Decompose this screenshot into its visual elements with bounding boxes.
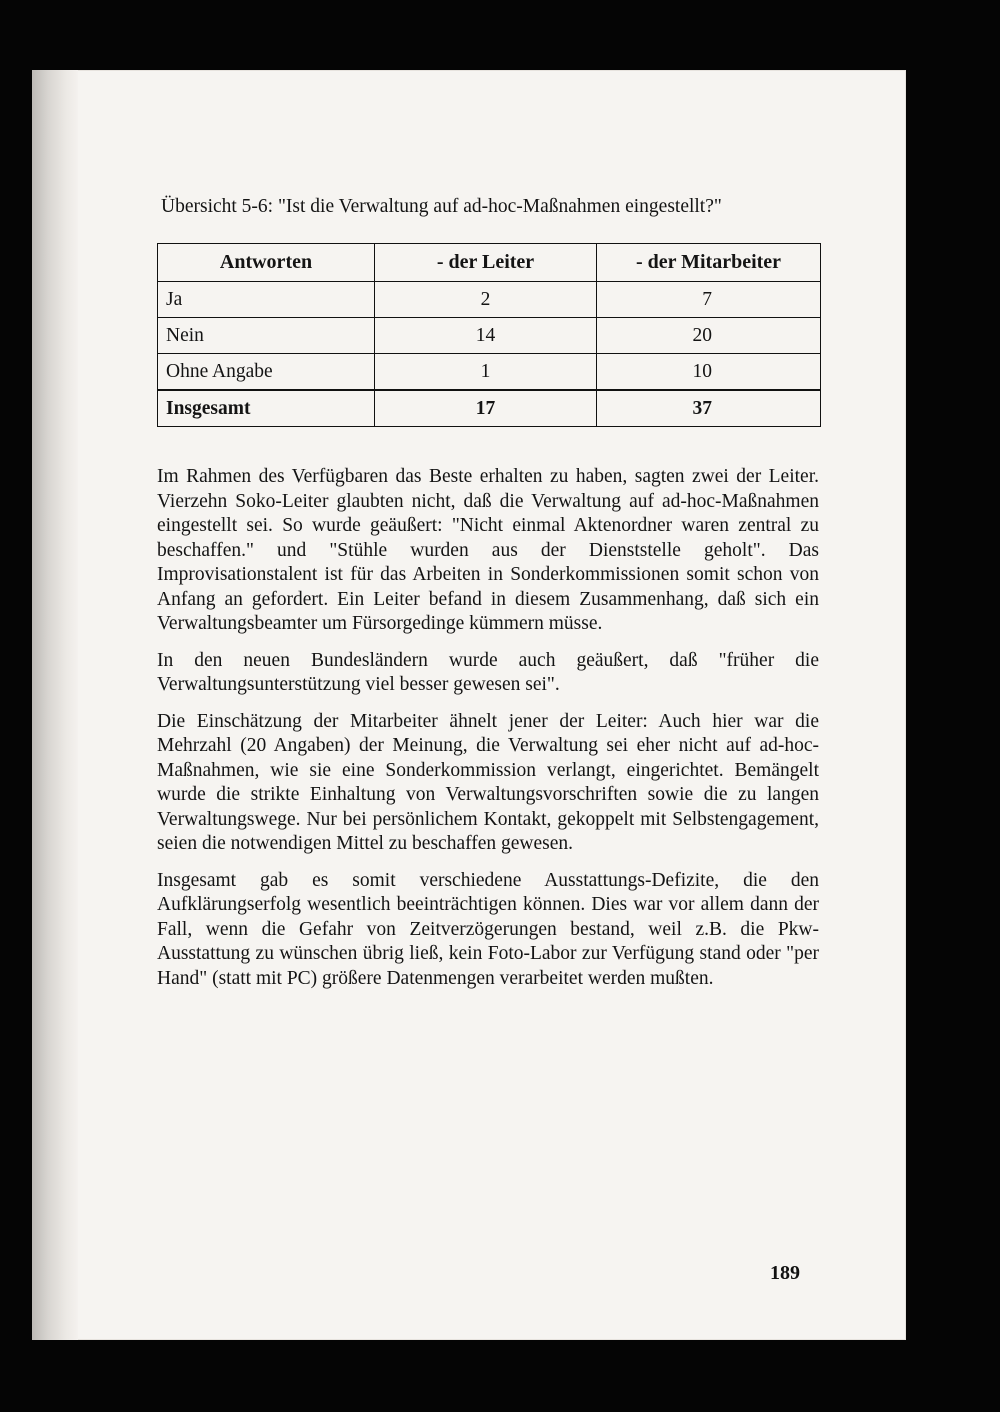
table-total-row xyxy=(158,390,821,427)
row-label: Nein xyxy=(158,318,375,354)
row-mitarbeiter-value: 20 xyxy=(597,318,821,354)
paragraph-mitarbeiter: Die Einschätzung der Mitarbeiter ähnelt jener der Leiter: Auch hier war die Mehrzahl (20 Angaben) der Meinung, die Verwaltung sei eher nicht auf ad-hoc-Maßnahmen, wie sie eine Sonderkommission verlangt, eingerichtet. Bemängelt wurde die strikte Einhaltung von Verwaltungsvorschriften sowie die zu langen Verwaltungswege. Nur bei persönlichem Kontakt, gekoppelt mit Selbstengagement, seien die notwendigen Mittel zu beschaffen gewesen. xyxy=(157,710,819,854)
total-label: Insgesamt xyxy=(158,390,375,427)
row-leiter-value: 1 xyxy=(375,354,597,391)
row-mitarbeiter-value: 10 xyxy=(597,354,821,391)
header-leiter: - der Leiter xyxy=(375,244,597,282)
table-row xyxy=(158,318,821,354)
table-header-row xyxy=(158,244,821,282)
total-mitarbeiter-value: 37 xyxy=(597,390,821,427)
table-caption: Übersicht 5-6: "Ist die Verwaltung auf ad-hoc-Maßnahmen eingestellt?" xyxy=(161,196,722,217)
total-leiter-value: 17 xyxy=(375,390,597,427)
row-mitarbeiter-value: 7 xyxy=(597,282,821,318)
table-row xyxy=(158,354,821,391)
header-antworten: Antworten xyxy=(158,244,375,282)
page-content xyxy=(157,195,819,991)
book-spine-shadow xyxy=(32,70,78,1340)
row-label: Ohne Angabe xyxy=(158,354,375,391)
row-leiter-value: 2 xyxy=(375,282,597,318)
table-row xyxy=(158,282,821,318)
survey-table xyxy=(157,243,821,427)
paragraph-insgesamt: Insgesamt gab es somit verschiedene Ausstattungs-Defizite, die den Aufklärungserfolg wesentlich beeinträchtigen können. Dies war vor allem dann der Fall, wenn die Gefahr von Zeitverzögerungen bestand, weil z.B. die Pkw-Ausstattung zu wünschen übrig ließ, kein Foto-Labor zur Verfügung stand oder "per Hand" (statt mit PC) größere Datenmengen verarbeitet werden mußten. xyxy=(157,869,819,989)
paragraph-neue-bundeslaender: In den neuen Bundesländern wurde auch geäußert, daß "früher die Verwaltungsunterstützung viel besser gewesen sei". xyxy=(157,649,819,695)
page-number: 189 xyxy=(770,1262,800,1284)
row-label: Ja xyxy=(158,282,375,318)
row-leiter-value: 14 xyxy=(375,318,597,354)
header-mitarbeiter: - der Mitarbeiter xyxy=(597,244,821,282)
paragraph-leiter: Im Rahmen des Verfügbaren das Beste erhalten zu haben, sagten zwei der Leiter. Vierzehn Soko-Leiter glaubten nicht, daß die Verwaltung auf ad-hoc-Maßnahmen eingestellt sei. So wurde geäußert: "Nicht einmal Aktenordner waren zentral zu beschaffen." und "Stühle wurden aus der Dienststelle geholt". Das Improvisationstalent ist für das Arbeiten in Sonderkommissionen somit schon von Anfang an gefordert. Ein Leiter befand in diesem Zusammenhang, daß sich ein Verwaltungsbeamter um Fürsorgedinge kümmern müsse. xyxy=(157,466,819,634)
